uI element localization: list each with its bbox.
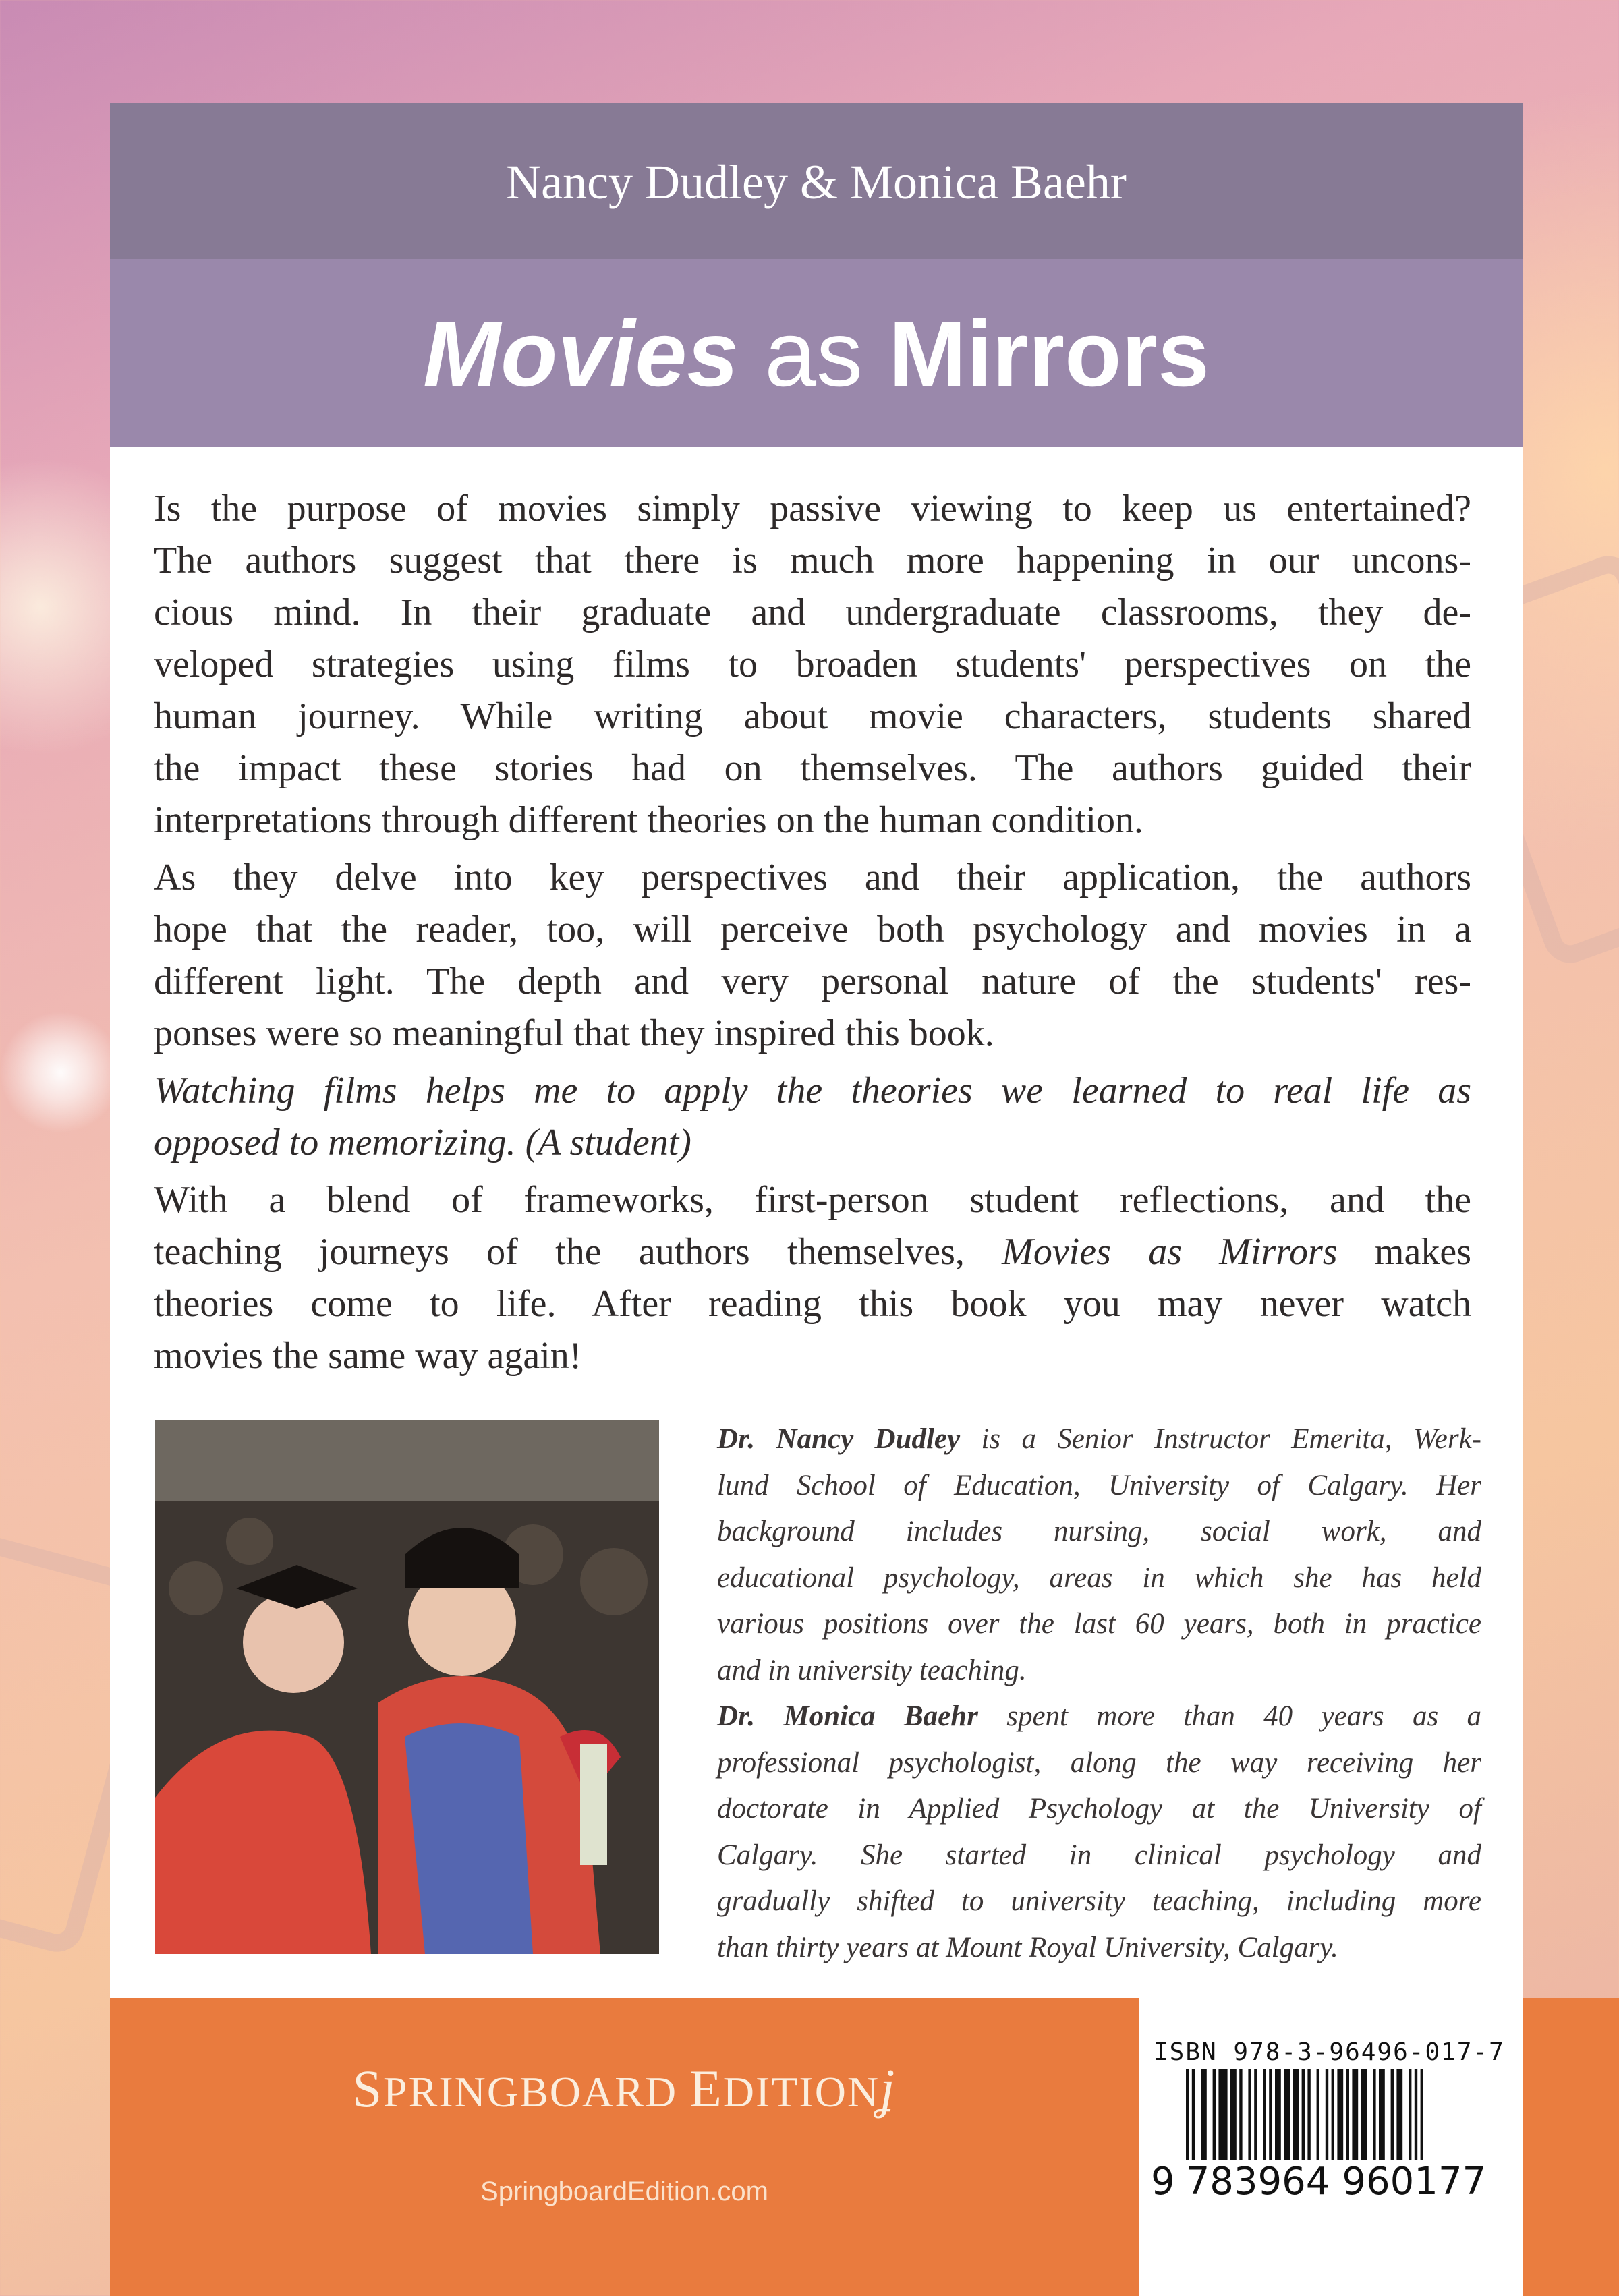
bio-line: professional psychologist, along the way receiving her: [717, 1746, 1481, 1779]
barcode-bar: [1201, 2069, 1207, 2160]
barcode-bar: [1269, 2069, 1272, 2160]
title-movies: Movies: [423, 302, 739, 406]
blurb-line: With a blend of frameworks, first-person student reflections, and the: [154, 1179, 1471, 1221]
barcode-bar: [1352, 2069, 1358, 2160]
bio-line: [717, 1416, 1481, 1463]
author-photo-image: [155, 1420, 659, 1954]
blurb-paragraph: [154, 1174, 1471, 1382]
bio-line: doctorate in Applied Psychology at the University of: [717, 1793, 1481, 1825]
blurb-line: Watching films helps me to apply the theories we learned to real life as: [154, 1070, 1471, 1112]
blurb-line: As they delve into key perspectives and their application, the authors: [154, 857, 1471, 898]
bio-line: Calgary. She started in clinical psychology and: [717, 1839, 1481, 1871]
blurb-text: teaching journeys of the authors themselves,: [154, 1231, 1002, 1273]
barcode-box: [1139, 1998, 1523, 2296]
blurb: [154, 483, 1471, 1387]
blurb-text: makes: [1337, 1231, 1471, 1273]
barcode-bar: [1326, 2069, 1328, 2160]
barcode-bar: [1373, 2069, 1375, 2160]
bio-line: background includes nursing, social work, and: [717, 1516, 1481, 1547]
orange-band: [1523, 1998, 1619, 2296]
barcode-bar: [1284, 2069, 1290, 2160]
blurb-line: theories come to life. After reading this book you may never watch: [154, 1283, 1471, 1325]
bio-line: and in university teaching.: [717, 1654, 1027, 1686]
barcode-bar: [1263, 2069, 1266, 2160]
barcode-bar: [1379, 2069, 1385, 2160]
blurb-line: ponses were so meaningful that they inspired this book.: [154, 1012, 994, 1054]
blurb-line: cious mind. In their graduate and undergraduate classrooms, they de-: [154, 592, 1471, 633]
blurb-line: human journey. While writing about movie characters, students shared: [154, 695, 1471, 737]
barcode-bar: [1337, 2069, 1343, 2160]
barcode-digits-right: 960177: [1342, 2160, 1487, 2204]
blurb-line: interpretations through different theories on the human condition.: [154, 799, 1144, 841]
barcode-bar: [1409, 2069, 1411, 2160]
blurb-paragraph: [154, 852, 1471, 1060]
bio-line: gradually shifted to university teaching, including more: [717, 1885, 1481, 1917]
blurb-line: different light. The depth and very personal nature of the students' res-: [154, 960, 1471, 1002]
isbn-label: ISBN 978-3-96496-017-7: [1154, 2038, 1505, 2066]
barcode-bar: [1391, 2069, 1394, 2160]
barcode-bar: [1317, 2069, 1319, 2160]
blurb-line: opposed to memorizing. (A student): [154, 1122, 691, 1164]
title-as: as: [738, 302, 889, 406]
barcode-digits-left: 783964: [1185, 2160, 1330, 2204]
barcode-bar: [1254, 2069, 1257, 2160]
barcode-digit-first: 9: [1151, 2160, 1175, 2204]
blurb-paragraph: [154, 483, 1471, 846]
publisher-logo: [110, 2059, 1139, 2120]
bio-line: lund School of Education, University of Calgary. Her: [717, 1469, 1481, 1501]
student-quote: [154, 1065, 1471, 1169]
bio-line: educational psychology, areas in which she has held: [717, 1561, 1481, 1594]
bio-text: spent more than 40 years as a: [977, 1700, 1481, 1732]
barcode-bar: [1396, 2069, 1402, 2160]
bio-line: various positions over the last 60 years, both in practice: [717, 1608, 1481, 1640]
publisher-footer: [110, 1998, 1139, 2296]
book-title: [110, 300, 1523, 408]
blurb-line: Is the purpose of movies simply passive viewing to keep us entertained?: [154, 488, 1471, 529]
bio-text: is a Senior Instructor Emerita, Werk-: [960, 1423, 1482, 1455]
barcode-bar: [1275, 2069, 1281, 2160]
barcode-bar: [1218, 2069, 1227, 2160]
author-bios: [717, 1416, 1481, 1971]
blurb-line: veloped strategies using films to broaden students' perspectives on the: [154, 643, 1471, 685]
barcode-bar: [1346, 2069, 1349, 2160]
logo-word-edition-initial: E: [689, 2059, 723, 2118]
bio-line: than thirty years at Mount Royal University, Calgary.: [717, 1931, 1338, 1963]
barcode-bar: [1248, 2069, 1251, 2160]
bio-line: [717, 1694, 1481, 1740]
barcode-bar: [1332, 2069, 1334, 2160]
barcode-bar: [1230, 2069, 1237, 2160]
logo-word-edition: DITION: [722, 2068, 880, 2116]
barcode-bar: [1239, 2069, 1242, 2160]
authors: Nancy Dudley & Monica Baehr: [506, 155, 1127, 209]
springboard-swoosh-icon: ʝ: [880, 2059, 897, 2119]
bio-author-name: Dr. Nancy Dudley: [717, 1423, 961, 1455]
logo-word-springboard: PRINGBOARD: [383, 2068, 678, 2116]
bio-author-name: Dr. Monica Baehr: [717, 1700, 978, 1732]
book-title-inline: Movies as Mirrors: [1002, 1231, 1338, 1273]
barcode-bar: [1293, 2069, 1299, 2160]
title-mirrors: Mirrors: [888, 302, 1210, 406]
logo-word-springboard-initial: S: [352, 2059, 384, 2118]
publisher-url[interactable]: SpringboardEdition.com: [480, 2177, 768, 2206]
barcode-bar: [1361, 2069, 1367, 2160]
blurb-line: hope that the reader, too, will perceive both psychology and movies in a: [154, 909, 1471, 950]
blurb-line: [154, 1226, 1471, 1278]
blurb-line: The authors suggest that there is much more happening in our uncons-: [154, 540, 1471, 581]
blurb-line: the impact these stories had on themselves. The authors guided their: [154, 747, 1471, 789]
barcode-digits: [1149, 2160, 1487, 2204]
barcode-bar: [1213, 2069, 1216, 2160]
author-photo: [155, 1420, 659, 1954]
blurb-line: movies the same way again!: [154, 1335, 582, 1377]
